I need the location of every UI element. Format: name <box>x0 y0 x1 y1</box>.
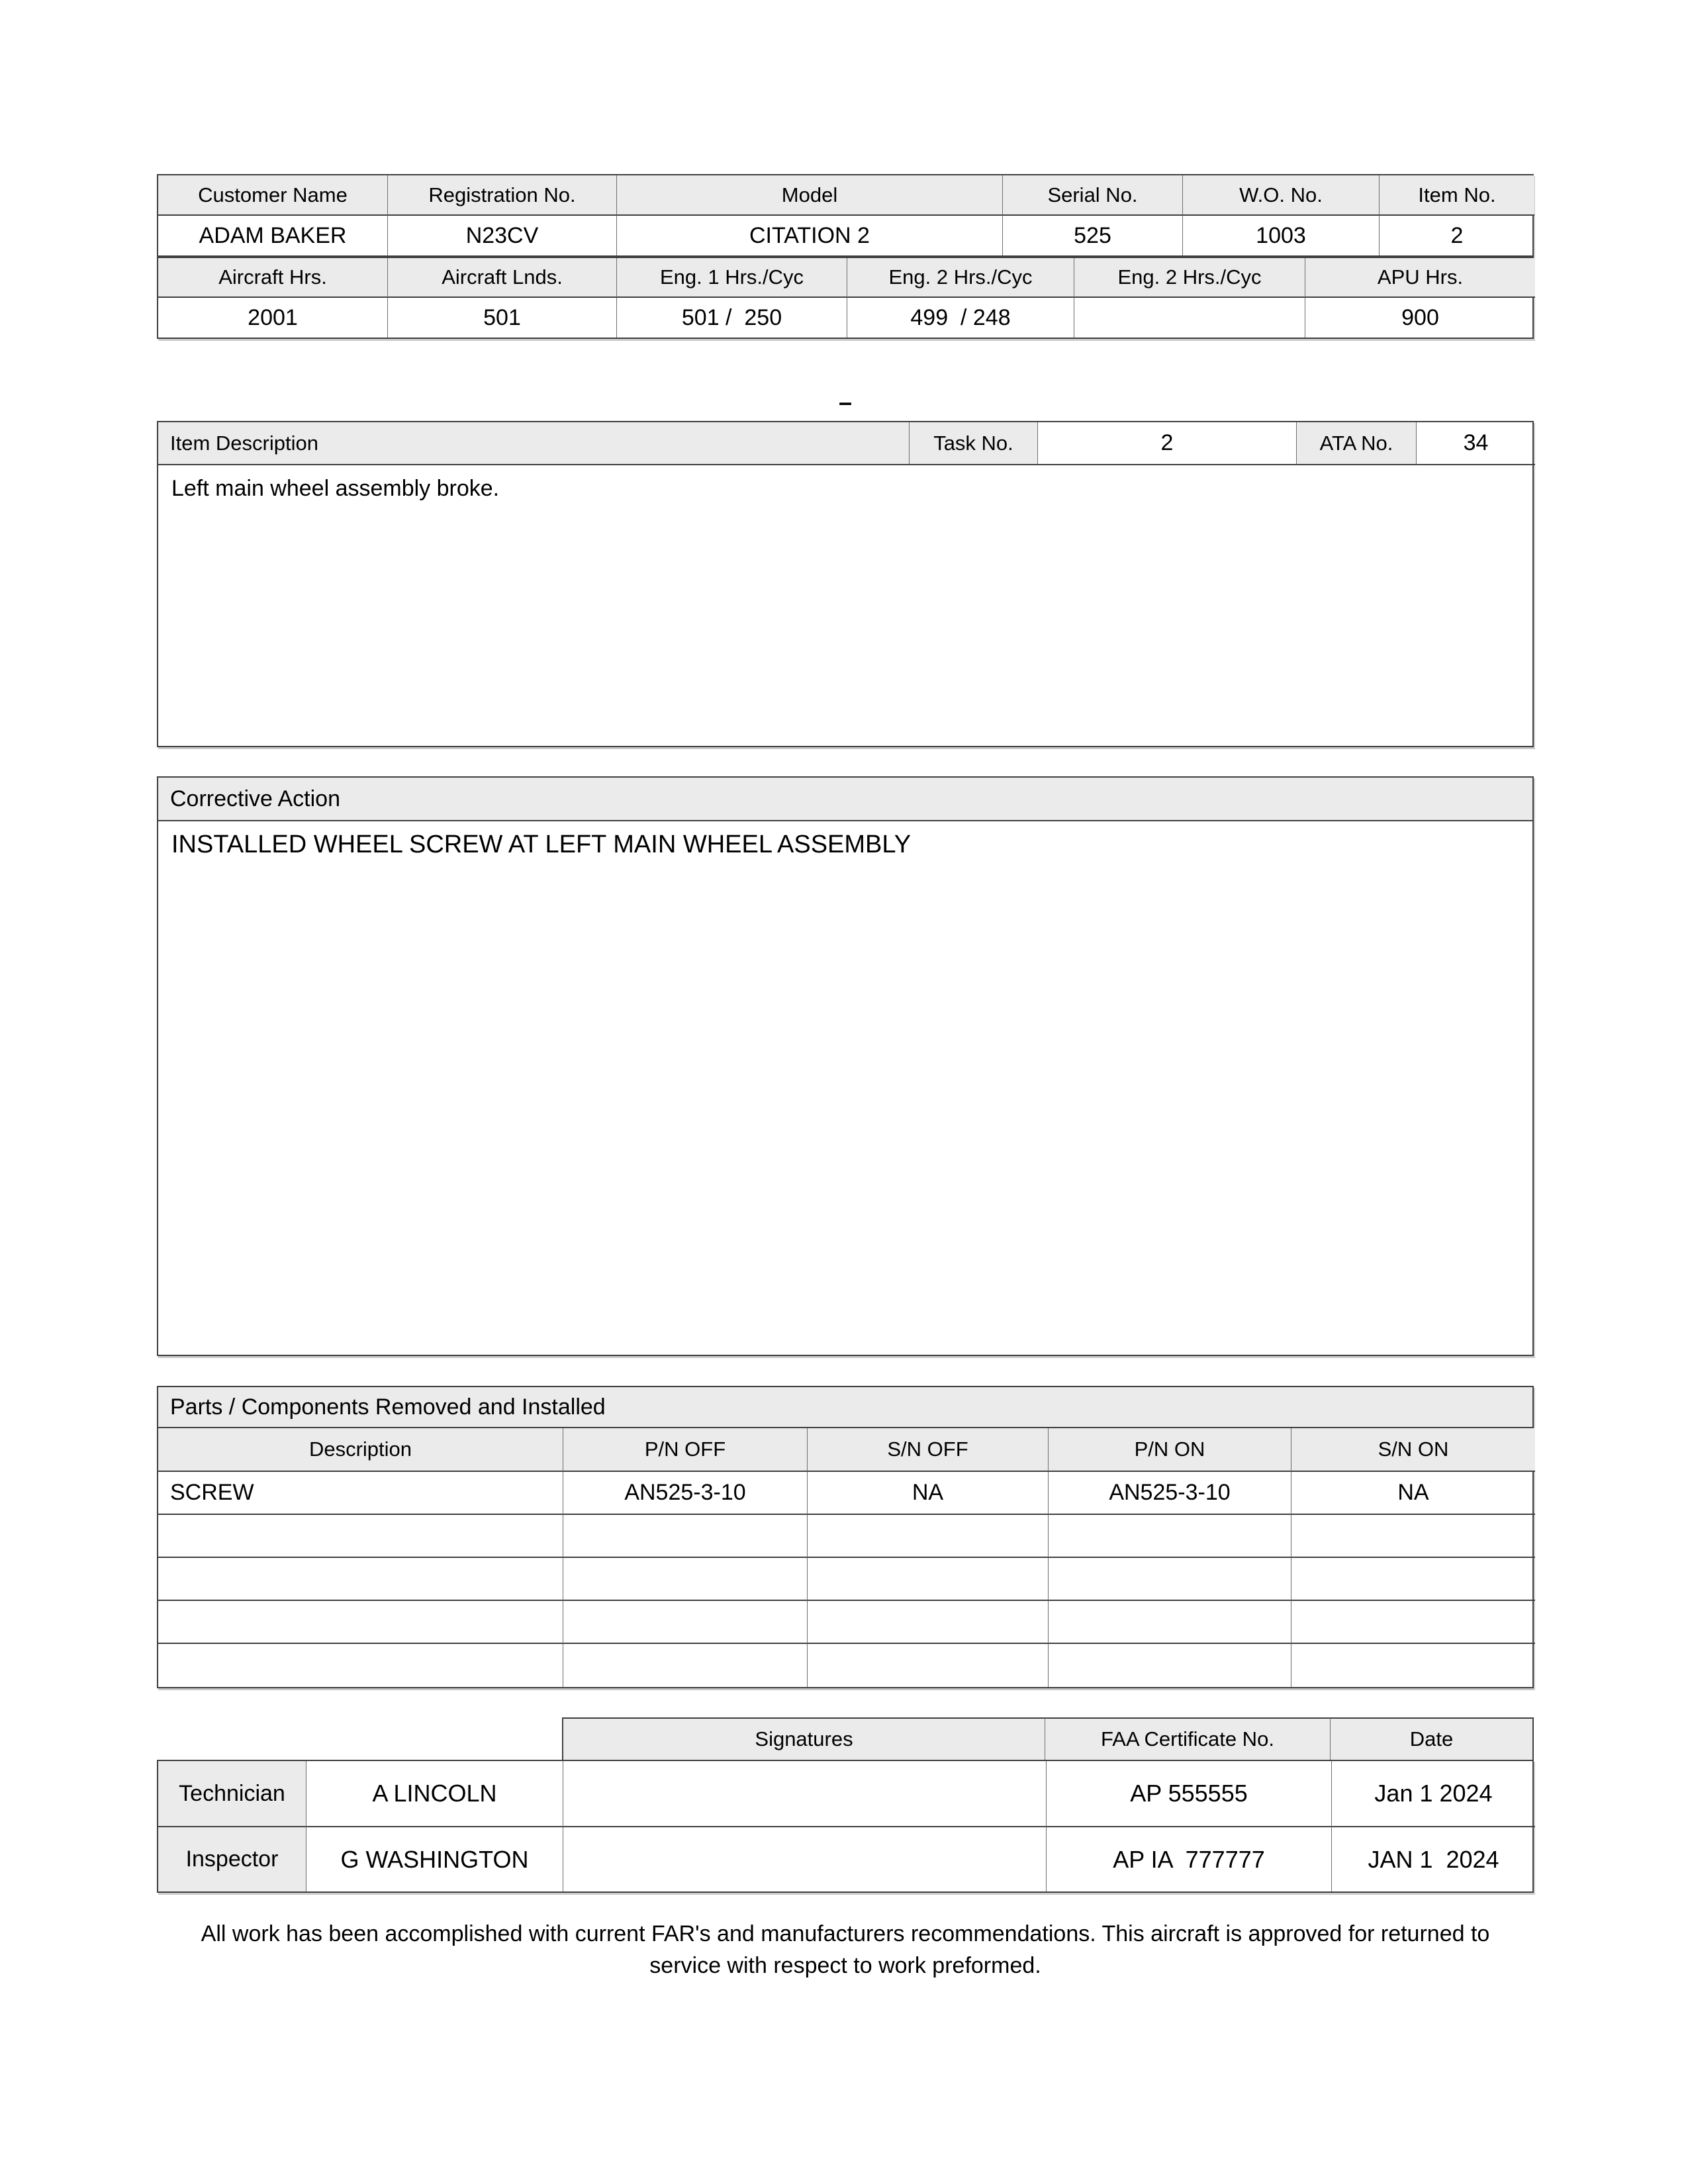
ata-no-label: ATA No. <box>1297 422 1417 465</box>
part-sn-off-cell[interactable] <box>808 1644 1049 1687</box>
part-sn-on-cell[interactable] <box>1291 1644 1535 1687</box>
parts-col-sn-on: S/N ON <box>1291 1428 1535 1472</box>
parts-col-sn-off: S/N OFF <box>808 1428 1049 1472</box>
item-no-header: Item No. <box>1380 175 1534 216</box>
signatures-table <box>157 1760 1534 1893</box>
part-pn-off-cell[interactable] <box>563 1558 808 1601</box>
wo-no-value[interactable]: 1003 <box>1183 216 1380 255</box>
part-sn-on-cell[interactable] <box>1291 1558 1535 1601</box>
form-body <box>157 174 1534 1981</box>
part-sn-off-cell[interactable] <box>808 1601 1049 1644</box>
part-pn-off-cell[interactable]: AN525-3-10 <box>563 1472 808 1515</box>
part-pn-on-cell[interactable]: AN525-3-10 <box>1049 1472 1291 1515</box>
parts-col-description: Description <box>158 1428 563 1472</box>
aircraft-identity-table <box>157 174 1534 257</box>
part-description-cell[interactable] <box>158 1515 563 1558</box>
customer-name-value[interactable]: ADAM BAKER <box>158 216 388 255</box>
corrective-action-table <box>157 776 1534 1356</box>
apu-hrs-value[interactable]: 900 <box>1401 304 1439 330</box>
aircraft-hrs-header: Aircraft Hrs. <box>158 258 388 298</box>
eng2-hrs-cyc-value-2[interactable] <box>1074 298 1305 338</box>
serial-no-header: Serial No. <box>1003 175 1183 216</box>
model-header: Model <box>617 175 1003 216</box>
eng2-hrs-cyc-header-2: Eng. 2 Hrs./Cyc <box>1074 258 1305 298</box>
signatures-header-spacer <box>157 1717 562 1760</box>
technician-role-label: Technician <box>158 1761 306 1827</box>
eng1-hrs-cyc-header: Eng. 1 Hrs./Cyc <box>617 258 847 298</box>
part-description-cell[interactable] <box>158 1644 563 1687</box>
task-no-value[interactable]: 2 <box>1038 422 1297 465</box>
part-description-cell[interactable] <box>158 1601 563 1644</box>
part-description-cell[interactable] <box>158 1558 563 1601</box>
corrective-action-label: Corrective Action <box>158 778 1532 821</box>
inspector-role-label: Inspector <box>158 1827 306 1891</box>
task-no-label: Task No. <box>910 422 1038 465</box>
aircraft-hrs-value[interactable]: 2001 <box>158 298 388 338</box>
registration-no-value[interactable]: N23CV <box>388 216 617 255</box>
item-description-table <box>157 421 1534 747</box>
parts-col-pn-off: P/N OFF <box>563 1428 808 1472</box>
part-pn-off-cell[interactable] <box>563 1601 808 1644</box>
parts-grid <box>158 1428 1532 1687</box>
part-pn-off-cell[interactable] <box>563 1644 808 1687</box>
eng2-hrs-cyc-value[interactable]: 499 / 248 <box>847 298 1074 338</box>
item-description-text[interactable]: Left main wheel assembly broke. <box>171 476 500 501</box>
item-description-label: Item Description <box>158 422 910 465</box>
technician-name[interactable]: A LINCOLN <box>306 1761 563 1827</box>
ata-no-value[interactable]: 34 <box>1417 422 1535 465</box>
part-pn-on-cell[interactable] <box>1049 1644 1291 1687</box>
separator-dash: – <box>838 388 853 416</box>
item-no-value[interactable]: 2 <box>1450 222 1464 248</box>
inspector-signature-field[interactable] <box>563 1827 1047 1891</box>
aircraft-lnds-header: Aircraft Lnds. <box>388 258 617 298</box>
signatures-header-row <box>157 1717 1534 1760</box>
return-to-service-statement: All work has been accomplished with current FAR's and manufacturers recommendations. This aircraft is approved for returned to service with respect to work preformed. <box>201 1921 1490 1978</box>
part-pn-on-cell[interactable] <box>1049 1515 1291 1558</box>
technician-certificate-no[interactable]: AP 555555 <box>1047 1761 1332 1827</box>
return-to-service-statement-wrap <box>157 1918 1534 1981</box>
part-description-cell[interactable]: SCREW <box>158 1472 563 1515</box>
part-pn-on-cell[interactable] <box>1049 1558 1291 1601</box>
part-sn-on-cell[interactable] <box>1291 1601 1535 1644</box>
part-sn-on-cell[interactable] <box>1291 1515 1535 1558</box>
serial-no-value[interactable]: 525 <box>1003 216 1183 255</box>
faa-certificate-column-header: FAA Certificate No. <box>1045 1717 1331 1760</box>
technician-signature-field[interactable] <box>563 1761 1047 1827</box>
customer-name-header: Customer Name <box>158 175 388 216</box>
registration-no-header: Registration No. <box>388 175 617 216</box>
inspector-date[interactable]: JAN 1 2024 <box>1368 1845 1499 1873</box>
eng1-hrs-cyc-value[interactable]: 501 / 250 <box>617 298 847 338</box>
wo-no-header: W.O. No. <box>1183 175 1380 216</box>
apu-hrs-header: APU Hrs. <box>1305 258 1535 298</box>
parts-components-title: Parts / Components Removed and Installed <box>158 1387 1532 1428</box>
inspector-name[interactable]: G WASHINGTON <box>306 1827 563 1891</box>
parts-components-table <box>157 1386 1534 1688</box>
eng2-hrs-cyc-header: Eng. 2 Hrs./Cyc <box>847 258 1074 298</box>
part-sn-off-cell[interactable] <box>808 1558 1049 1601</box>
parts-col-pn-on: P/N ON <box>1049 1428 1291 1472</box>
part-sn-off-cell[interactable]: NA <box>808 1472 1049 1515</box>
signatures-column-header: Signatures <box>562 1717 1045 1760</box>
corrective-action-text[interactable]: INSTALLED WHEEL SCREW AT LEFT MAIN WHEEL ASSEMBLY <box>171 831 912 858</box>
part-pn-on-cell[interactable] <box>1049 1601 1291 1644</box>
date-column-header: Date <box>1331 1717 1534 1760</box>
aircraft-lnds-value[interactable]: 501 <box>388 298 617 338</box>
technician-date[interactable]: Jan 1 2024 <box>1332 1761 1535 1827</box>
aircraft-hours-table <box>157 257 1534 339</box>
part-pn-off-cell[interactable] <box>563 1515 808 1558</box>
model-value[interactable]: CITATION 2 <box>617 216 1003 255</box>
inspector-certificate-no[interactable]: AP IA 777777 <box>1047 1827 1332 1891</box>
part-sn-off-cell[interactable] <box>808 1515 1049 1558</box>
part-sn-on-cell[interactable]: NA <box>1291 1472 1535 1515</box>
